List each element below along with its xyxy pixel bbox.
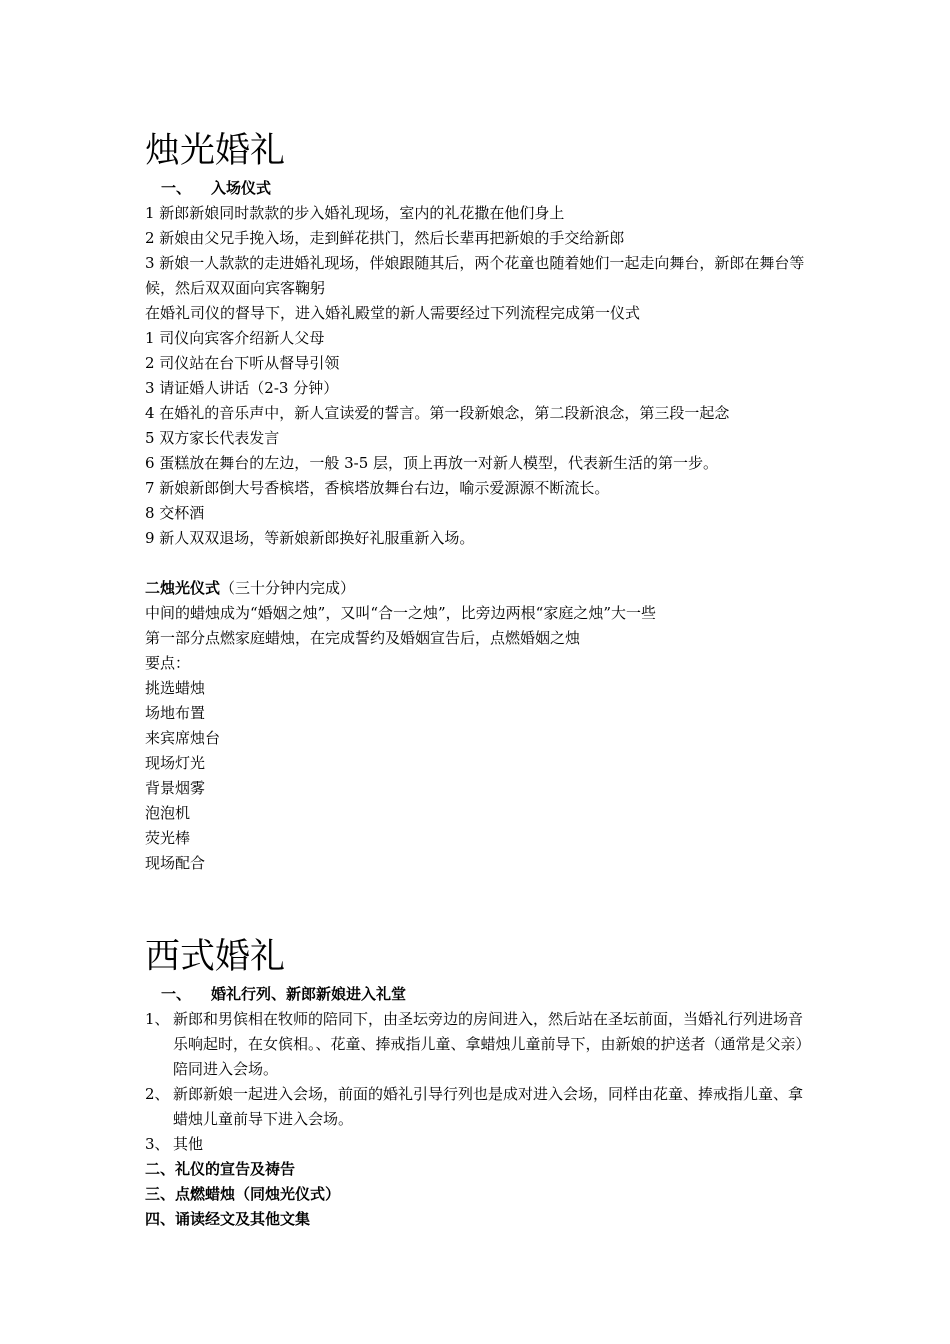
item-number: 3、: [145, 1135, 170, 1153]
intro-line: 1 新郎新娘同时款款的步入婚礼现场，室内的礼花撒在他们身上: [145, 204, 565, 222]
section2-heading: 四、诵读经文及其他文集: [145, 1210, 311, 1228]
step-line: 7 新娘新郎倒大号香槟塔，香槟塔放舞台右边，喻示爱源源不断流长。: [145, 479, 610, 497]
key-point: 泡泡机: [145, 804, 191, 822]
item-text: 其他: [173, 1135, 204, 1153]
key-point: 来宾席烛台: [145, 729, 221, 747]
section1-heading-entrance: [145, 176, 810, 201]
heading-number: 一、: [161, 179, 192, 197]
heading-number: 一、: [161, 985, 192, 1003]
numbered-item: [145, 1132, 810, 1157]
step-line: 1 司仪向宾客介绍新人父母: [145, 329, 325, 347]
key-point: 场地布置: [145, 704, 206, 722]
intro-line: 在婚礼司仪的督导下，进入婚礼殿堂的新人需要经过下列流程完成第一仪式: [145, 304, 641, 322]
intro-line: 3 新娘一人款款的走进婚礼现场，伴娘跟随其后，两个花童也随着她们一起走向舞台，新郎在舞台等候，然后双双面向宾客鞠躬: [145, 254, 805, 297]
item-text: 新郎和男傧相在牧师的陪同下，由圣坛旁边的房间进入，然后站在圣坛前面，当婚礼行列进场音乐响起时，在女傧相。、花童、捧戒指儿童、拿蜡烛儿童前导下，由新娘的护送者（通常是父亲）陪同进入会场。: [173, 1010, 804, 1078]
step-line: 5 双方家长代表发言: [145, 429, 280, 447]
section2-title: 西式婚礼: [145, 937, 286, 977]
item-number: 1、: [145, 1010, 170, 1028]
heading-text: 婚礼行列、新郎新娘进入礼堂: [211, 985, 407, 1003]
step-line: 4 在婚礼的音乐声中，新人宣读爱的誓言。第一段新娘念，第二段新浪念，第三段一起念: [145, 404, 730, 422]
step-line: 3 请证婚人讲话（2-3 分钟）: [145, 379, 339, 397]
step-line: 9 新人双双退场，等新娘新郎换好礼服重新入场。: [145, 529, 475, 547]
heading-text: 二烛光仪式: [145, 579, 221, 597]
numbered-item: [145, 1007, 810, 1082]
heading-note: （三十分钟内完成）: [220, 579, 356, 597]
key-point: 挑选蜡烛: [145, 679, 206, 697]
document-page: [145, 126, 810, 1232]
intro-line: 2 新娘由父兄手挽入场，走到鲜花拱门，然后长辈再把新娘的手交给新郎: [145, 229, 625, 247]
step-line: 8 交杯酒: [145, 504, 205, 522]
section2-heading: 二、礼仪的宣告及祷告: [145, 1160, 296, 1178]
numbered-item: [145, 1082, 810, 1132]
heading-text: 入场仪式: [211, 179, 272, 197]
section2-heading-procession: [145, 982, 810, 1007]
key-point: 荧光棒: [145, 829, 191, 847]
candle-line: 要点：: [145, 654, 191, 672]
candle-line: 中间的蜡烛成为“婚姻之烛”，又叫“合一之烛”，比旁边两根“家庭之烛”大一些: [145, 604, 657, 622]
key-point: 现场配合: [145, 854, 206, 872]
section1-title: 烛光婚礼: [145, 131, 286, 171]
key-point: 背景烟雾: [145, 779, 206, 797]
candle-line: 第一部分点燃家庭蜡烛，在完成誓约及婚姻宣告后，点燃婚姻之烛: [145, 629, 581, 647]
item-number: 2、: [145, 1085, 170, 1103]
step-line: 2 司仪站在台下听从督导引领: [145, 354, 340, 372]
section2-heading: 三、点燃蜡烛（同烛光仪式）: [145, 1185, 341, 1203]
key-point: 现场灯光: [145, 754, 206, 772]
step-line: 6 蛋糕放在舞台的左边，一般 3-5 层，顶上再放一对新人模型，代表新生活的第一步。: [145, 454, 719, 472]
item-text: 新郎新娘一起进入会场，前面的婚礼引导行列也是成对进入会场，同样由花童、捧戒指儿童、拿蜡烛儿童前导下进入会场。: [173, 1085, 804, 1128]
section1-heading-candle: [145, 576, 810, 601]
